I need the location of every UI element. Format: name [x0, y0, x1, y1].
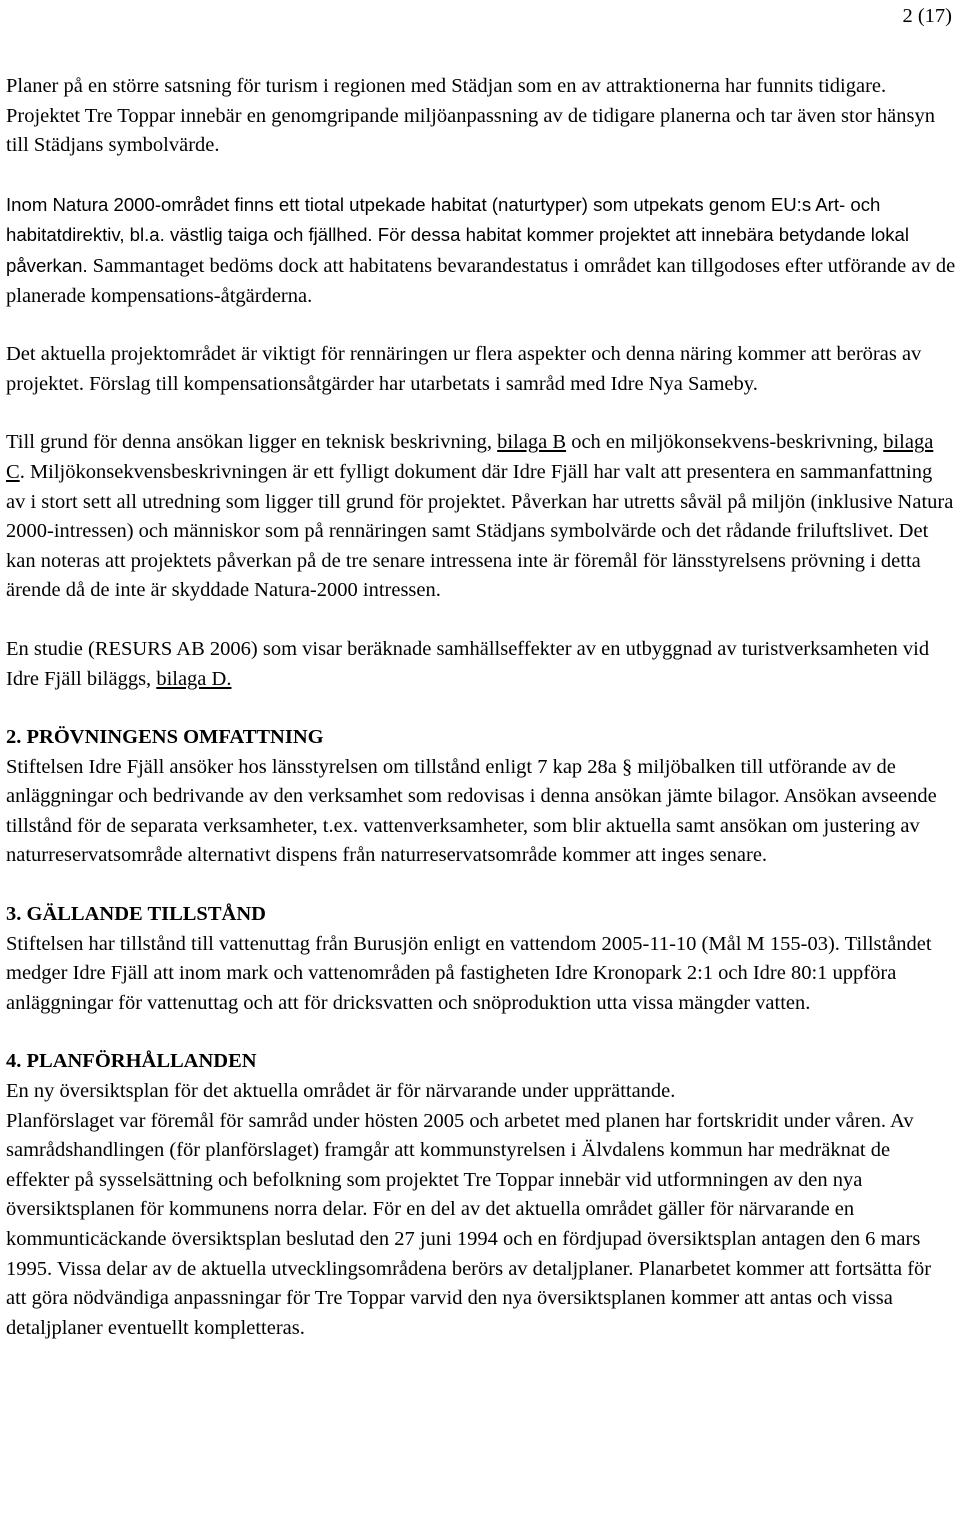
paragraph-tourism-plans: Planer på en större satsning för turism i regionen med Städjan som en av attraktionerna har funnits tidigare. Projektet Tre Toppar innebär en genomgripande miljöanpassning av de tidigare planerna och tar även stor hänsyn till Städjans symbolvärde.: [6, 75, 935, 157]
bilaga-b-link[interactable]: bilaga B: [497, 431, 567, 454]
natura-conservation-text: Sammantaget bedöms dock att habitatens bevarandestatus i området kan tillgodoses efter utförande av de planerade kompensations-åtgärderna.: [6, 254, 956, 307]
section-provningens-omfattning: [6, 723, 956, 871]
section-planforhallanden: [6, 1047, 956, 1343]
section-heading: 3. GÄLLANDE TILLSTÅND: [6, 903, 266, 926]
section-gallande-tillstand: [6, 900, 956, 1018]
paragraph-study: [6, 635, 956, 694]
section-body: Planförslaget var föremål för samråd under hösten 2005 och arbetet med planen har fortskridit under våren. Av samrådshandlingen (för planförslaget) framgår att kommunstyrelsen i Älvdalens kommun har medräknat de effekter på sysselsättning och befolkning som projektet Tre Toppar innebär vid utformningen av den nya översiktsplanen för kommunens norra delar. För en del av det aktuella området gäller för närvarande en kommunticäckande översiktsplan beslutad den 27 juni 1994 och en fördjupad översiktsplan antagen den 6 mars 1995. Vissa delar av de aktuella utvecklingsområdena berörs av detaljplaner. Planarbetet kommer att fortsätta för att göra nödvändiga anpassningar för Tre Toppar varvid den nya översiktsplanen kommer att antas och vissa detaljplaner eventuellt kompletteras.: [6, 1109, 932, 1339]
bilaga-d-link[interactable]: bilaga D.: [156, 667, 232, 690]
application-basis-text-a: Till grund för denna ansökan ligger en teknisk beskrivning,: [6, 431, 498, 454]
natura-habitat-text: Inom Natura 2000-området finns ett tiotal utpekade habitat (naturtyper) som utpekats genom EU:s Art- och habitatdirektiv, bl.a. västlig taiga och fjällhed. För dessa habitat kommer projektet att innebära betydande lokal påverkan.: [6, 193, 909, 276]
section-body: Stiftelsen har tillstånd till vattenuttag från Burusjön enligt en vattendom 2005-11-10 (Mål M 155-03). Tillståndet medger Idre Fjäll att inom mark och vattenområden på fastigheten Idre Kronopark 2:1 och Idre 80:1 uppföra anläggningar för vattenuttag och att för dricksvatten och snöproduktion utta vissa mängder vatten.: [6, 932, 932, 1014]
bilaga-c-link[interactable]: bilaga C: [6, 431, 934, 483]
section-heading: 4. PLANFÖRHÅLLANDEN: [6, 1050, 257, 1073]
study-text: En studie (RESURS AB 2006) som visar beräknade samhällseffekter av en utbyggnad av turistverksamheten vid Idre Fjäll biläggs,: [6, 637, 930, 690]
application-basis-text-b: och en miljökonsekvens-beskrivning,: [566, 431, 884, 454]
section-heading: 2. PRÖVNINGENS OMFATTNING: [6, 726, 324, 749]
application-basis-text-c: . Miljökonsekvensbeskrivningen är ett fylligt dokument där Idre Fjäll har valt att presentera en sammanfattning av i stort sett all utredning som ligger till grund för projektet. Påverkan har utretts såväl på miljön (inklusive Natura 2000-intressen) och människor som på rennäringen samt Städjans symbolvärde och det rådande friluftslivet. Det kan noteras att projektets påverkan på de tre senare intressena inte är föremål för länsstyrelsens prövning i detta ärende då de inte är skyddade Natura-2000 intressen.: [6, 460, 954, 602]
section-body-intro: En ny översiktsplan för det aktuella området är för närvarande under upprättande.: [6, 1080, 676, 1103]
document-body: [6, 72, 956, 1372]
paragraph-application-basis: [6, 428, 956, 606]
page-number: 2 (17): [902, 5, 952, 27]
paragraph-natura-2000: [6, 190, 956, 311]
paragraph-reindeer-herding: Det aktuella projektområdet är viktigt för rennäringen ur flera aspekter och denna näring kommer att beröras av projektet. Förslag till kompensationsåtgärder har utarbetats i samråd med Idre Nya Sameby.: [6, 343, 922, 395]
section-body: Stiftelsen Idre Fjäll ansöker hos länsstyrelsen om tillstånd enligt 7 kap 28a § miljöbalken till utförande av de anläggningar och bedrivande av den verksamhet som redovisas i denna ansökan jämte bilagor. Ansökan avseende tillstånd för de separata verksamheter, t.ex. vattenverksamheter, som blir aktuella samt ansökan om justering av naturreservatsområde alternativt dispens från naturreservatsområde kommer att inges senare.: [6, 755, 937, 867]
